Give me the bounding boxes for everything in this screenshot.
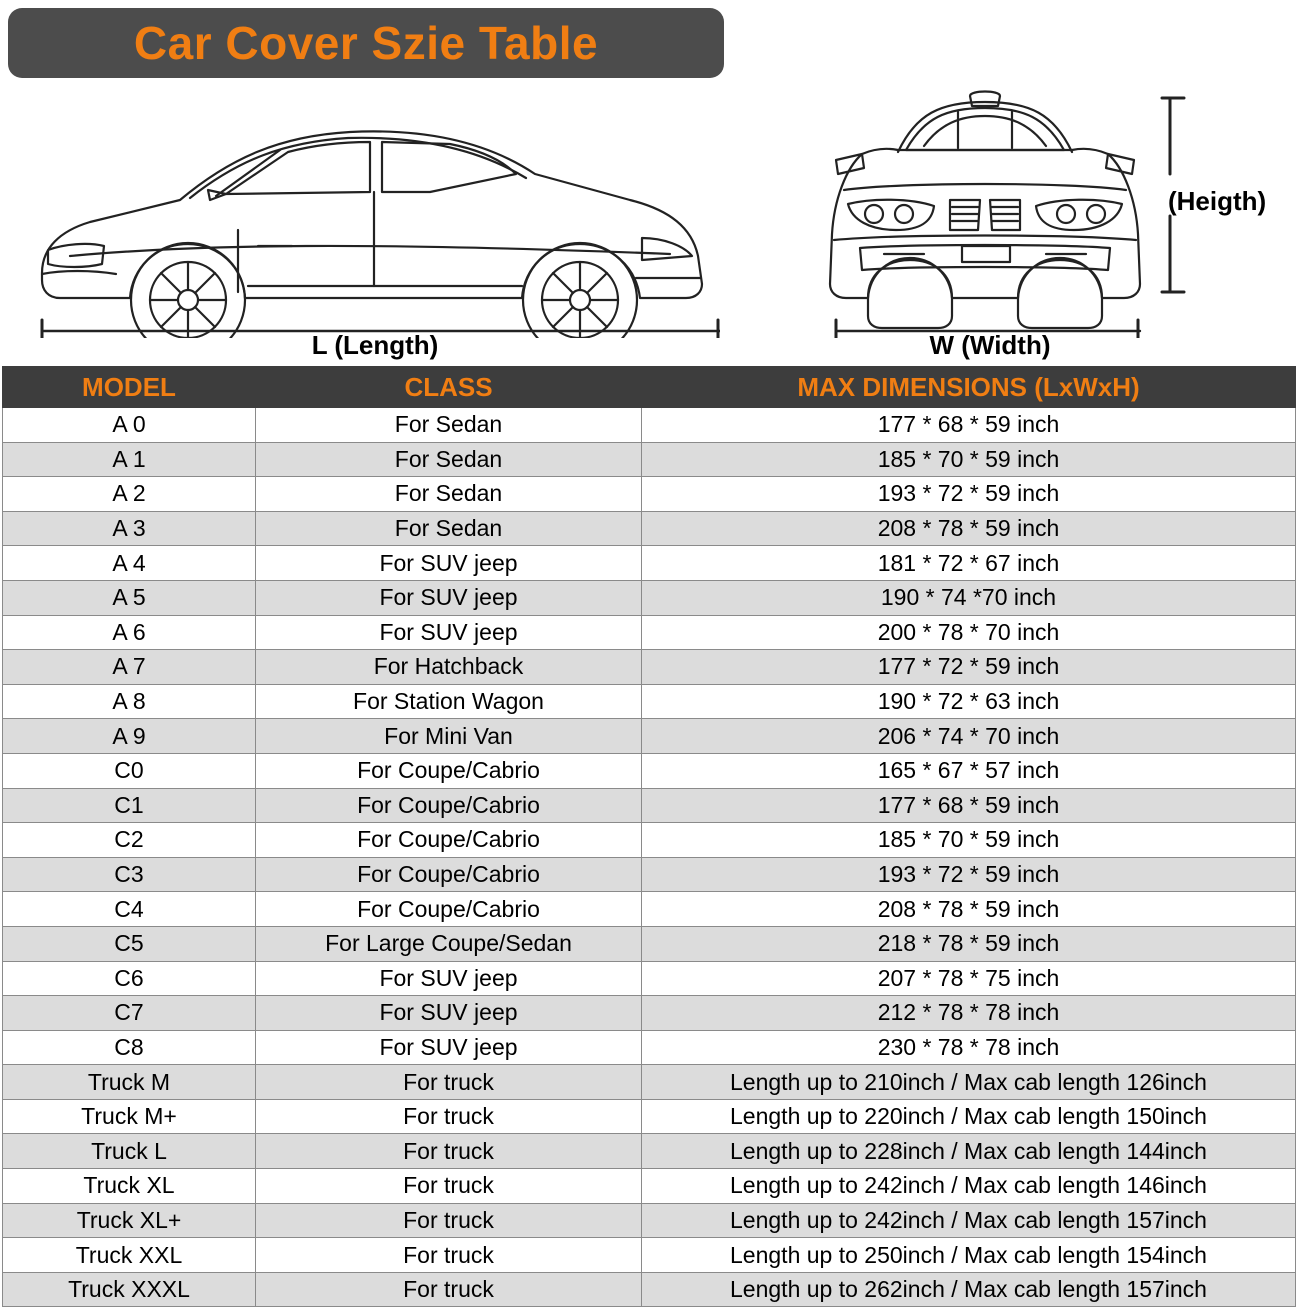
header-class: CLASS — [256, 367, 642, 408]
table-row — [3, 926, 1296, 961]
cell-dimensions: 206 * 74 * 70 inch — [642, 719, 1296, 754]
cell-dimensions: 193 * 72 * 59 inch — [642, 857, 1296, 892]
cell-model: Truck M — [3, 1065, 256, 1100]
cell-model: C7 — [3, 996, 256, 1031]
cell-class: For Sedan — [256, 442, 642, 477]
cell-model: A 8 — [3, 684, 256, 719]
header-max-dimensions: MAX DIMENSIONS (LxWxH) — [642, 367, 1296, 408]
table-row — [3, 1238, 1296, 1273]
table-row — [3, 892, 1296, 927]
length-label: L (Length) — [311, 330, 439, 360]
cell-class: For SUV jeep — [256, 1030, 642, 1065]
table-row — [3, 511, 1296, 546]
table-row — [3, 477, 1296, 512]
cell-class: For Hatchback — [256, 650, 642, 685]
cell-dimensions: Length up to 220inch / Max cab length 150inch — [642, 1099, 1296, 1134]
table-row — [3, 823, 1296, 858]
table-row — [3, 1065, 1296, 1100]
table-body — [3, 408, 1296, 1307]
table-row — [3, 1169, 1296, 1204]
cell-model: A 1 — [3, 442, 256, 477]
cell-dimensions: 177 * 68 * 59 inch — [642, 408, 1296, 443]
cell-dimensions: 190 * 72 * 63 inch — [642, 684, 1296, 719]
cell-dimensions: 208 * 78 * 59 inch — [642, 892, 1296, 927]
cell-model: Truck XL+ — [3, 1203, 256, 1238]
cell-class: For truck — [256, 1272, 642, 1307]
cell-model: C0 — [3, 753, 256, 788]
cell-class: For Coupe/Cabrio — [256, 857, 642, 892]
table-row — [3, 546, 1296, 581]
cell-dimensions: 177 * 68 * 59 inch — [642, 788, 1296, 823]
cell-class: For Sedan — [256, 408, 642, 443]
cell-class: For truck — [256, 1065, 642, 1100]
table-row — [3, 580, 1296, 615]
diagram-area — [0, 78, 1314, 363]
table-row — [3, 788, 1296, 823]
cell-dimensions: Length up to 242inch / Max cab length 146inch — [642, 1169, 1296, 1204]
table-row — [3, 615, 1296, 650]
cell-dimensions: Length up to 228inch / Max cab length 144inch — [642, 1134, 1296, 1169]
cell-class: For Coupe/Cabrio — [256, 892, 642, 927]
table-row — [3, 1099, 1296, 1134]
cell-dimensions: 190 * 74 *70 inch — [642, 580, 1296, 615]
cell-class: For truck — [256, 1134, 642, 1169]
car-cover-size-table — [2, 366, 1296, 1307]
table-row — [3, 961, 1296, 996]
side-view-car-icon — [30, 88, 720, 338]
cell-class: For truck — [256, 1169, 642, 1204]
cell-dimensions: 230 * 78 * 78 inch — [642, 1030, 1296, 1065]
cell-class: For Mini Van — [256, 719, 642, 754]
table-row — [3, 442, 1296, 477]
cell-class: For truck — [256, 1203, 642, 1238]
cell-class: For SUV jeep — [256, 615, 642, 650]
table-row — [3, 1030, 1296, 1065]
page-title: Car Cover Szie Table — [133, 17, 599, 69]
cell-model: A 3 — [3, 511, 256, 546]
table-row — [3, 1272, 1296, 1307]
cell-class: For Sedan — [256, 477, 642, 512]
cell-model: C5 — [3, 926, 256, 961]
cell-model: C8 — [3, 1030, 256, 1065]
table-row — [3, 719, 1296, 754]
cell-model: A 9 — [3, 719, 256, 754]
cell-dimensions: Length up to 262inch / Max cab length 157inch — [642, 1272, 1296, 1307]
cell-class: For Large Coupe/Sedan — [256, 926, 642, 961]
height-label: (Heigth) — [1168, 186, 1267, 216]
cell-model: C6 — [3, 961, 256, 996]
cell-dimensions: 185 * 70 * 59 inch — [642, 823, 1296, 858]
table-row — [3, 1134, 1296, 1169]
cell-class: For SUV jeep — [256, 996, 642, 1031]
cell-model: Truck M+ — [3, 1099, 256, 1134]
table-row — [3, 684, 1296, 719]
cell-model: Truck L — [3, 1134, 256, 1169]
table-row — [3, 1203, 1296, 1238]
cell-dimensions: 208 * 78 * 59 inch — [642, 511, 1296, 546]
front-view-car-icon — [820, 88, 1150, 338]
cell-model: A 4 — [3, 546, 256, 581]
cell-dimensions: 200 * 78 * 70 inch — [642, 615, 1296, 650]
cell-model: C3 — [3, 857, 256, 892]
cell-class: For truck — [256, 1238, 642, 1273]
cell-dimensions: 165 * 67 * 57 inch — [642, 753, 1296, 788]
cell-class: For truck — [256, 1099, 642, 1134]
cell-dimensions: 212 * 78 * 78 inch — [642, 996, 1296, 1031]
cell-model: Truck XL — [3, 1169, 256, 1204]
cell-dimensions: Length up to 250inch / Max cab length 154inch — [642, 1238, 1296, 1273]
cell-class: For SUV jeep — [256, 580, 642, 615]
cell-dimensions: 218 * 78 * 59 inch — [642, 926, 1296, 961]
cell-dimensions: Length up to 210inch / Max cab length 126inch — [642, 1065, 1296, 1100]
title-banner — [8, 8, 724, 78]
cell-model: A 7 — [3, 650, 256, 685]
cell-model: A 5 — [3, 580, 256, 615]
cell-model: C4 — [3, 892, 256, 927]
header-model: MODEL — [3, 367, 256, 408]
cell-model: A 0 — [3, 408, 256, 443]
cell-dimensions: 185 * 70 * 59 inch — [642, 442, 1296, 477]
cell-class: For Coupe/Cabrio — [256, 753, 642, 788]
cell-model: A 2 — [3, 477, 256, 512]
cell-dimensions: 207 * 78 * 75 inch — [642, 961, 1296, 996]
cell-dimensions: Length up to 242inch / Max cab length 157inch — [642, 1203, 1296, 1238]
cell-class: For Coupe/Cabrio — [256, 788, 642, 823]
cell-model: Truck XXL — [3, 1238, 256, 1273]
cell-class: For Station Wagon — [256, 684, 642, 719]
table-row — [3, 996, 1296, 1031]
cell-class: For Sedan — [256, 511, 642, 546]
cell-model: C2 — [3, 823, 256, 858]
table-row — [3, 857, 1296, 892]
cell-class: For SUV jeep — [256, 961, 642, 996]
cell-class: For SUV jeep — [256, 546, 642, 581]
cell-model: A 6 — [3, 615, 256, 650]
table-row — [3, 650, 1296, 685]
table-row — [3, 753, 1296, 788]
cell-dimensions: 181 * 72 * 67 inch — [642, 546, 1296, 581]
table-header-row — [3, 367, 1296, 408]
cell-dimensions: 193 * 72 * 59 inch — [642, 477, 1296, 512]
cell-class: For Coupe/Cabrio — [256, 823, 642, 858]
cell-dimensions: 177 * 72 * 59 inch — [642, 650, 1296, 685]
width-label: W (Width) — [929, 330, 1051, 360]
cell-model: C1 — [3, 788, 256, 823]
table-row — [3, 408, 1296, 443]
cell-model: Truck XXXL — [3, 1272, 256, 1307]
